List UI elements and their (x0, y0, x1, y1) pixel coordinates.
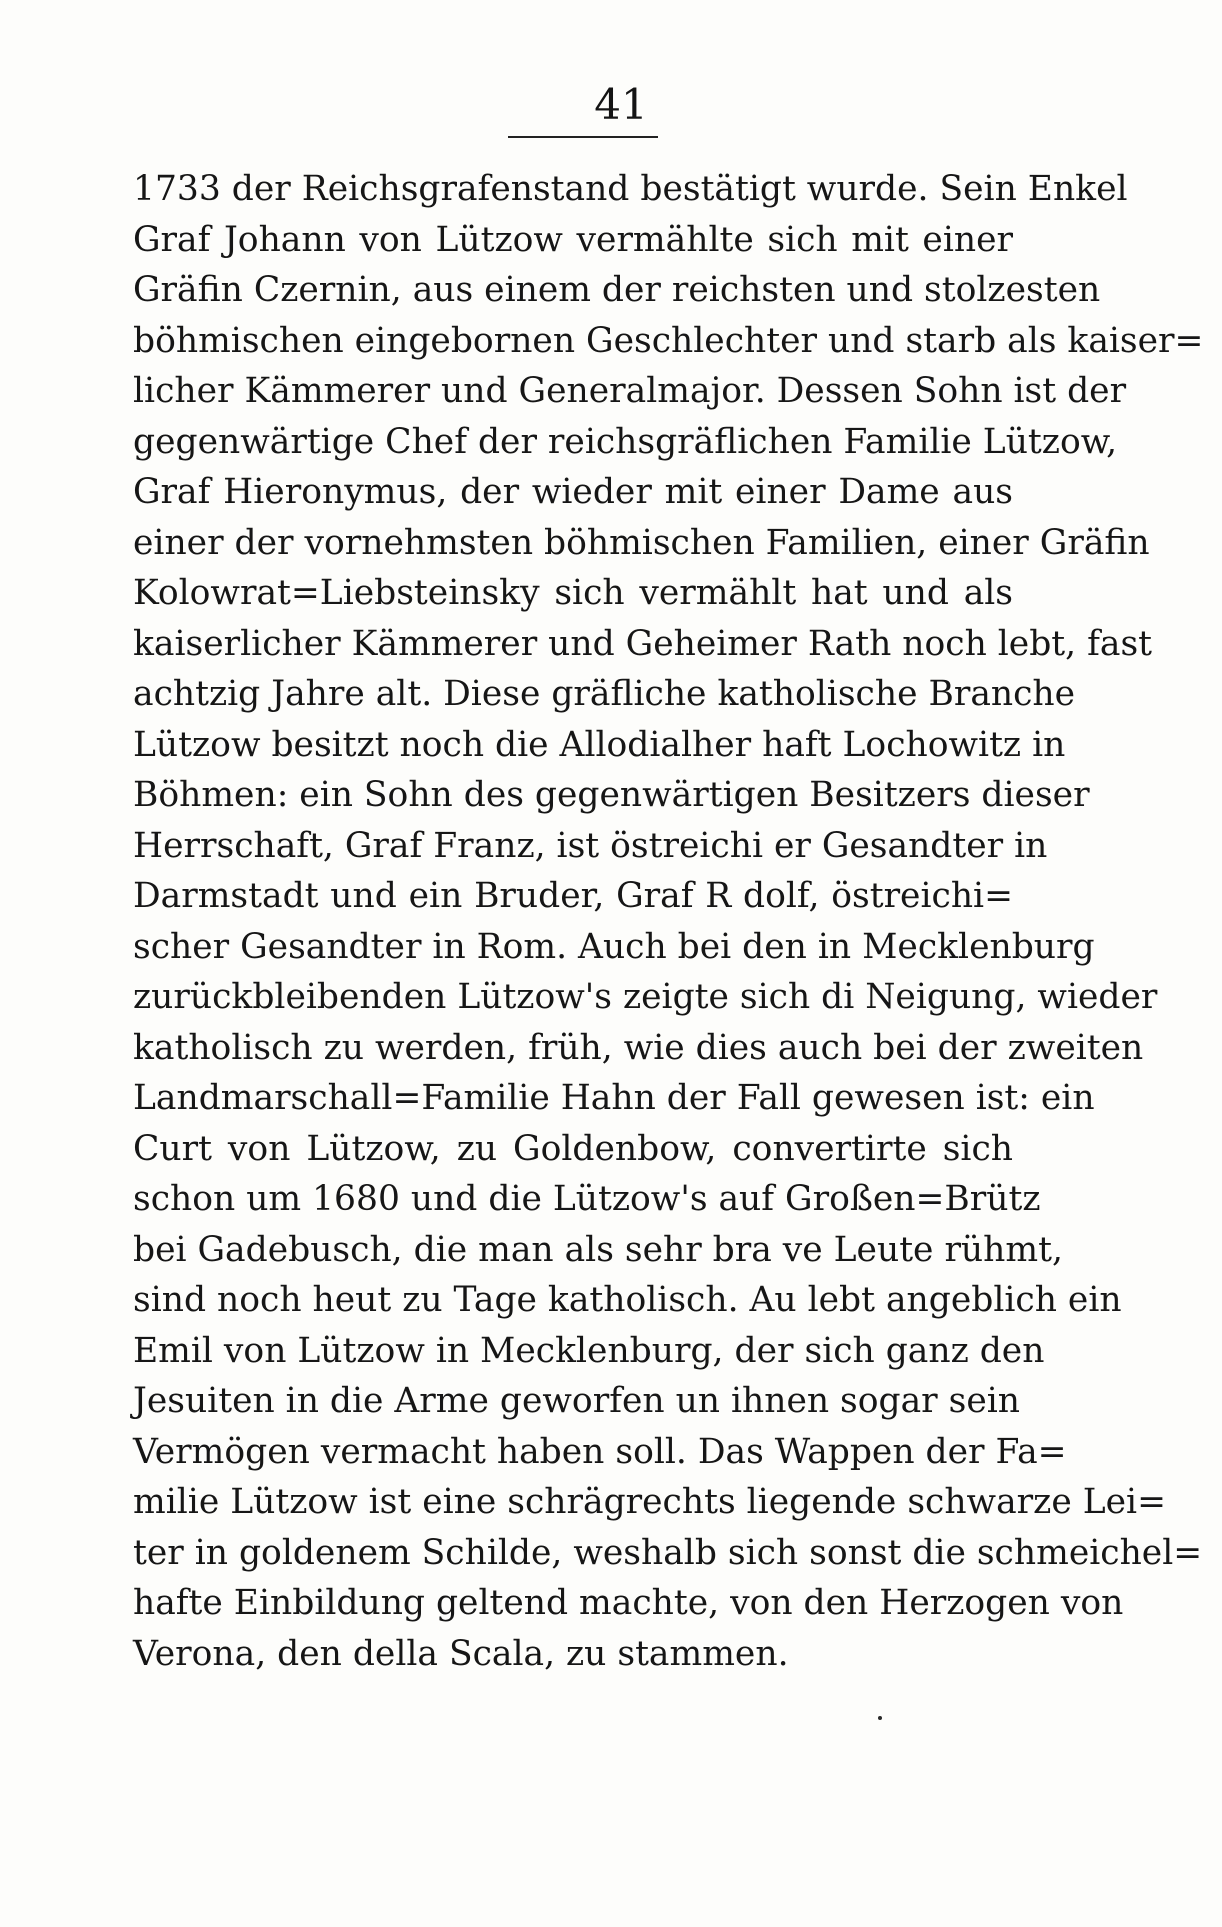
text-line: milie Lützow ist eine schrägrechts liegende schwarze Lei= (133, 1482, 1166, 1522)
text-line: scher Gesandter in Rom. Auch bei den in Mecklenburg (133, 926, 1095, 967)
text-line: Vermögen vermacht haben soll. Das Wappen der Fa= (133, 1431, 1067, 1472)
text-line: bei Gadebusch, die man als sehr bra ve Leute rühmt, (133, 1229, 1063, 1270)
text-line: Graf Johann von Lützow vermählte sich mit einer (133, 219, 1013, 260)
ink-speck (878, 1716, 882, 1720)
page-number: 41 (594, 80, 648, 129)
text-line: Lützow besitzt noch die Allodialher haft Lochowitz in (133, 724, 1066, 765)
text-line: kaiserlicher Kämmerer und Geheimer Rath noch lebt, fast (133, 623, 1153, 664)
text-line: zurückbleibenden Lützow's zeigte sich di Neigung, wieder (133, 977, 1158, 1017)
text-line: Curt von Lützow, zu Goldenbow, convertirte sich (133, 1128, 1013, 1169)
text-line: Darmstadt und ein Bruder, Graf R dolf, östreichi= (133, 876, 1013, 916)
text-line: ter in goldenem Schilde, weshalb sich sonst die schmeichel= (133, 1532, 1203, 1573)
text-line: Jesuiten in die Arme geworfen un ihnen sogar sein (133, 1381, 1021, 1421)
text-line: böhmischen eingebornen Geschlechter und starb als kaiser= (133, 320, 1204, 361)
text-line: licher Kämmerer und Generalmajor. Dessen Sohn ist der (133, 371, 1127, 411)
body-text (133, 164, 1204, 1679)
text-line: Verona, den della Scala, zu stammen. (133, 1633, 789, 1674)
text-line: gegenwärtige Chef der reichsgräflichen Familie Lützow, (133, 421, 1118, 462)
text-line: Herrschaft, Graf Franz, ist östreichi er Gesandter in (133, 825, 1048, 866)
text-line: Kolowrat=Liebsteinsky sich vermählt hat und als (133, 573, 1013, 613)
text-line: hafte Einbildung geltend machte, von den Herzogen von (133, 1583, 1124, 1623)
text-line: Gräfin Czernin, aus einem der reichsten und stolzesten (133, 270, 1101, 310)
text-line: schon um 1680 und die Lützow's auf Großen=Brütz (133, 1179, 1041, 1219)
text-line: einer der vornehmsten böhmischen Familien, einer Gräfin (133, 522, 1150, 563)
text-line: Böhmen: ein Sohn des gegenwärtigen Besitzers dieser (133, 775, 1090, 815)
text-line: katholisch zu werden, früh, wie dies auch bei der zweiten (133, 1027, 1144, 1068)
text-line: Landmarschall=Familie Hahn der Fall gewesen ist: ein (133, 1078, 1095, 1118)
header-rule (508, 136, 658, 138)
text-line: achtzig Jahre alt. Diese gräfliche katholische Branche (133, 674, 1076, 714)
text-line: sind noch heut zu Tage katholisch. Au lebt angeblich ein (133, 1280, 1122, 1320)
text-line: 1733 der Reichsgrafenstand bestätigt wurde. Sein Enkel (133, 169, 1128, 209)
text-line: Emil von Lützow in Mecklenburg, der sich ganz den (133, 1330, 1045, 1371)
text-line: Graf Hieronymus, der wieder mit einer Dame aus (133, 472, 1013, 512)
